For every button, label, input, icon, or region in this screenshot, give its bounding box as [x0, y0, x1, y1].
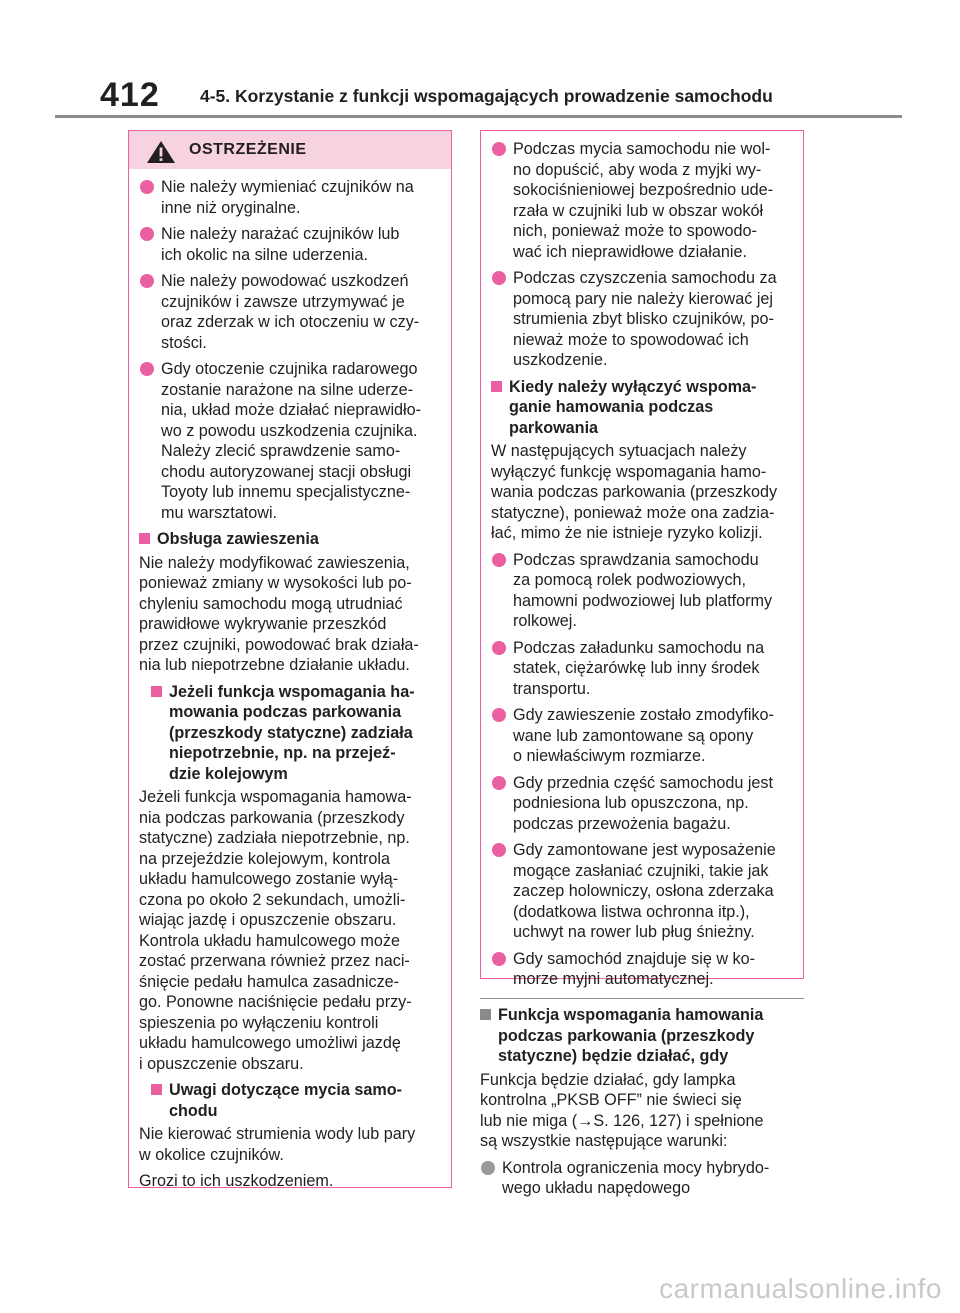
paragraph-line: kontrolna „PKSB OFF” nie świeci się	[480, 1091, 742, 1109]
bullet-dot-icon	[492, 843, 506, 857]
paragraph-line: przez czujniki, powodować brak działa-	[139, 635, 419, 654]
bullet-line: Należy zlecić sprawdzenie samo-	[161, 442, 401, 460]
bullet-line: mu warsztatowi.	[161, 503, 278, 522]
heading-line: Kiedy należy wyłączyć wspoma-	[509, 377, 757, 396]
paragraph-line: łać, mimo że nie istnieje ryzyko kolizji.	[491, 524, 763, 542]
heading-line: Obsługa zawieszenia	[157, 530, 319, 548]
bullet-line: Gdy samochód znajduje się w ko-	[513, 949, 756, 968]
square-bullet-icon	[139, 533, 150, 544]
bullet-line: nich, ponieważ może to spowodo-	[513, 222, 757, 240]
paragraph-line: wyłączyć funkcję wspomagania hamo-	[491, 462, 767, 481]
paragraph-line: układu hamulcowego umożliwi jazdę	[139, 1034, 401, 1052]
bullet-line: Gdy otoczenie czujnika radarowego	[161, 360, 418, 378]
paragraph-line: ponieważ zmiany w wysokości lub po-	[139, 574, 412, 592]
warning-box	[128, 130, 452, 1188]
paragraph-line: czona po około 2 sekundach, umożli-	[139, 890, 406, 909]
paragraph-line: chyleniu samochodu mogą utrudniać	[139, 594, 403, 613]
heading-line: Jeżeli funkcja wspomagania ha-	[169, 682, 415, 701]
bullet-line: czujników i zawsze utrzymywać je	[161, 292, 405, 311]
bullet-line: Podczas czyszczenia samochodu za	[513, 269, 777, 287]
bullet-item	[491, 638, 795, 700]
bullet-line: Gdy zamontowane jest wyposażenie	[513, 841, 776, 859]
warning-title: OSTRZEŻENIE	[189, 141, 307, 158]
paragraph-line: Kontrola układu hamulcowego może	[139, 931, 400, 950]
bullet-line: uszkodzenie.	[513, 351, 608, 369]
bullet-line: Gdy zawieszenie zostało zmodyfiko-	[513, 706, 774, 724]
paragraph	[139, 553, 443, 676]
bullet-line: statek, ciężarówkę lub inny środek	[513, 659, 760, 677]
bullet-item	[491, 840, 795, 943]
bullet-item	[491, 773, 795, 835]
bullet-line: wo z powodu uszkodzenia czujnika.	[161, 421, 418, 440]
bullet-line: rzała w czujniki lub w obszar wokół	[513, 201, 764, 220]
square-bullet-icon	[491, 381, 502, 392]
paragraph-line: na przejeździe kolejowym, kontrola	[139, 849, 391, 868]
bullet-line: pomocą pary nie należy kierować jej	[513, 289, 774, 308]
bullet-line: wać ich nieprawidłowe działanie.	[513, 242, 747, 261]
bullet-line: podniesiona lub opuszczona, np.	[513, 794, 749, 812]
paragraph-line: W następujących sytuacjach należy	[491, 442, 747, 460]
warning-header	[129, 131, 451, 169]
heading-line: statyczne) będzie działać, gdy	[498, 1047, 729, 1065]
bullet-line: no dopuścić, aby woda z myjki wy-	[513, 160, 762, 179]
bullet-dot-icon	[492, 553, 506, 567]
heading-line: parkowania	[509, 418, 599, 437]
bullet-line: Nie należy wymieniać czujników na	[161, 178, 414, 196]
paragraph-line: wiając jazdę i opuszczenie obszaru.	[139, 911, 397, 929]
section-heading	[480, 1005, 804, 1067]
section-heading	[491, 377, 795, 439]
heading-line: niepotrzebnie, np. na przejeź-	[169, 744, 396, 762]
bullet-line: uchwyt na rower lub pług śnieżny.	[513, 923, 755, 941]
bullet-item	[139, 359, 443, 523]
heading-line: Uwagi dotyczące mycia samo-	[169, 1081, 403, 1099]
paragraph-line: w okolice czujników.	[139, 1145, 284, 1164]
bullet-line: podczas przewożenia bagażu.	[513, 814, 731, 833]
paragraph-line: Grozi to ich uszkodzeniem.	[139, 1172, 334, 1190]
watermark: carmanualsonline.info	[659, 1273, 942, 1304]
paragraph	[139, 1124, 443, 1165]
paragraph-line: prawidłowe wykrywanie przeszkód	[139, 615, 387, 633]
bullet-line: Podczas sprawdzania samochodu	[513, 550, 759, 569]
chapter-title: 4-5. Korzystanie z funkcji wspomagających prowadzenie samochodu	[200, 86, 773, 106]
paragraph-line: wania podczas parkowania (przeszkody	[491, 483, 778, 501]
bullet-line: Gdy przednia część samochodu jest	[513, 773, 774, 792]
bullet-dot-icon	[481, 1161, 495, 1175]
bullet-dot-icon	[492, 952, 506, 966]
section-heading	[151, 682, 443, 785]
paragraph-line: zostać przerwana również przez naci-	[139, 952, 410, 970]
bullet-dot-icon	[492, 708, 506, 722]
paragraph	[491, 441, 795, 544]
bullet-line: hamowni podwoziowej lub platformy	[513, 591, 773, 610]
paragraph-line: Jeżeli funkcja wspomagania hamowa-	[139, 788, 412, 806]
heading-line: (przeszkody statyczne) zadziała	[169, 723, 413, 742]
square-bullet-icon	[151, 686, 162, 697]
paragraph-line: Nie kierować strumienia wody lub pary	[139, 1125, 416, 1143]
bullet-line: zaczep holowniczy, osłona zderzaka	[513, 882, 774, 900]
bullet-item	[139, 177, 443, 218]
paragraph-line: go. Ponowne naciśnięcie pedału przy-	[139, 993, 412, 1011]
bullet-item	[139, 271, 443, 353]
warning-triangle-icon	[146, 140, 176, 164]
bullet-line: Podczas załadunku samochodu na	[513, 638, 765, 657]
bullet-line: wane lub zamontowane są opony	[513, 726, 754, 745]
bullet-line: rolkowej.	[513, 612, 577, 630]
warning-body-continued	[481, 131, 803, 990]
paragraph-line: nia podczas parkowania (przeszkody	[139, 808, 405, 827]
bullet-dot-icon	[140, 180, 154, 194]
section-heading	[139, 529, 443, 550]
bullet-line: transportu.	[513, 679, 591, 698]
paragraph-line: Funkcja będzie działać, gdy lampka	[480, 1070, 736, 1089]
bullet-line: oraz zderzak w ich otoczeniu w czy-	[161, 313, 420, 331]
bullet-line: wego układu napędowego	[502, 1179, 691, 1197]
bullet-line: mogące zasłaniać czujniki, takie jak	[513, 861, 769, 880]
warning-box-continued	[480, 130, 804, 988]
bullet-item	[480, 1158, 804, 1199]
bullet-line: Kontrola ograniczenia mocy hybrydo-	[502, 1158, 770, 1177]
paragraph-line: Nie należy modyfikować zawieszenia,	[139, 553, 410, 572]
bullet-line: (dodatkowa listwa ochronna itp.),	[513, 902, 750, 921]
bullet-line: inne niż oryginalne.	[161, 198, 301, 217]
heading-line: Funkcja wspomagania hamowania	[498, 1006, 764, 1024]
square-bullet-icon	[480, 1009, 491, 1020]
heading-line: ganie hamowania podczas	[509, 398, 714, 416]
page-header	[0, 0, 960, 120]
bullet-dot-icon	[492, 776, 506, 790]
bullet-line: zostanie narażone na silne uderze-	[161, 380, 413, 399]
bullet-dot-icon	[140, 274, 154, 288]
paragraph-line: śnięcie pedału hamulca zasadnicze-	[139, 972, 400, 991]
bullet-line: nia, układ może działać nieprawidło-	[161, 401, 422, 419]
heading-line: chodu	[169, 1101, 218, 1120]
bullet-line: za pomocą rolek podwoziowych,	[513, 571, 747, 589]
bullet-line: sokociśnieniowej bezpośrednio ude-	[513, 181, 774, 199]
square-bullet-icon	[151, 1084, 162, 1095]
bullet-line: stości.	[161, 333, 207, 352]
bullet-line: Podczas mycia samochodu nie wol-	[513, 140, 771, 158]
bullet-line: strumienia zbyt blisko czujników, po-	[513, 310, 774, 328]
bullet-line: Nie należy narażać czujników lub	[161, 225, 400, 243]
bullet-item	[491, 949, 795, 990]
bullet-dot-icon	[492, 641, 506, 655]
paragraph-line: statyczne), ponieważ może ona zadzia-	[491, 503, 775, 522]
paragraph-line: są wszystkie następujące warunki:	[480, 1132, 728, 1150]
bullet-line: Toyoty lub innemu specjalistyczne-	[161, 483, 411, 501]
bullet-line: Nie należy powodować uszkodzeń	[161, 272, 409, 290]
paragraph-line: lub nie miga (→S. 126, 127) i spełnione	[480, 1111, 764, 1130]
bullet-item	[139, 224, 443, 265]
paragraph-line: i opuszczenie obszaru.	[139, 1054, 304, 1073]
page-number: 412	[100, 76, 160, 114]
bullet-item	[491, 705, 795, 767]
right-column-section	[480, 998, 804, 1205]
paragraph-line: układu hamulcowego zostanie wyłą-	[139, 870, 399, 888]
bullet-dot-icon	[492, 271, 506, 285]
section-heading	[151, 1080, 443, 1121]
bullet-line: morze myjni automatycznej.	[513, 970, 714, 988]
heading-line: dzie kolejowym	[169, 764, 288, 783]
bullet-line: o niewłaściwym rozmiarze.	[513, 747, 706, 765]
heading-line: mowania podczas parkowania	[169, 703, 402, 721]
bullet-item	[491, 268, 795, 371]
header-rule	[55, 115, 902, 118]
section-divider	[480, 998, 804, 999]
paragraph-line: nia lub niepotrzebne działanie układu.	[139, 656, 410, 674]
paragraph-line: spieszenia po wyłączeniu kontroli	[139, 1013, 379, 1032]
paragraph	[139, 787, 443, 1074]
bullet-dot-icon	[140, 227, 154, 241]
paragraph	[480, 1070, 804, 1152]
heading-line: podczas parkowania (przeszkody	[498, 1026, 755, 1045]
bullet-line: chodu autoryzowanej stacji obsługi	[161, 462, 412, 481]
bullet-dot-icon	[492, 142, 506, 156]
bullet-dot-icon	[140, 362, 154, 376]
bullet-item	[491, 139, 795, 262]
bullet-line: ich okolic na silne uderzenia.	[161, 245, 368, 264]
paragraph-line: statyczne) zadziała niepotrzebnie, np.	[139, 829, 410, 847]
paragraph	[139, 1171, 443, 1192]
bullet-item	[491, 550, 795, 632]
bullet-line: nieważ może to spowodować ich	[513, 330, 749, 349]
warning-body	[129, 169, 451, 1192]
